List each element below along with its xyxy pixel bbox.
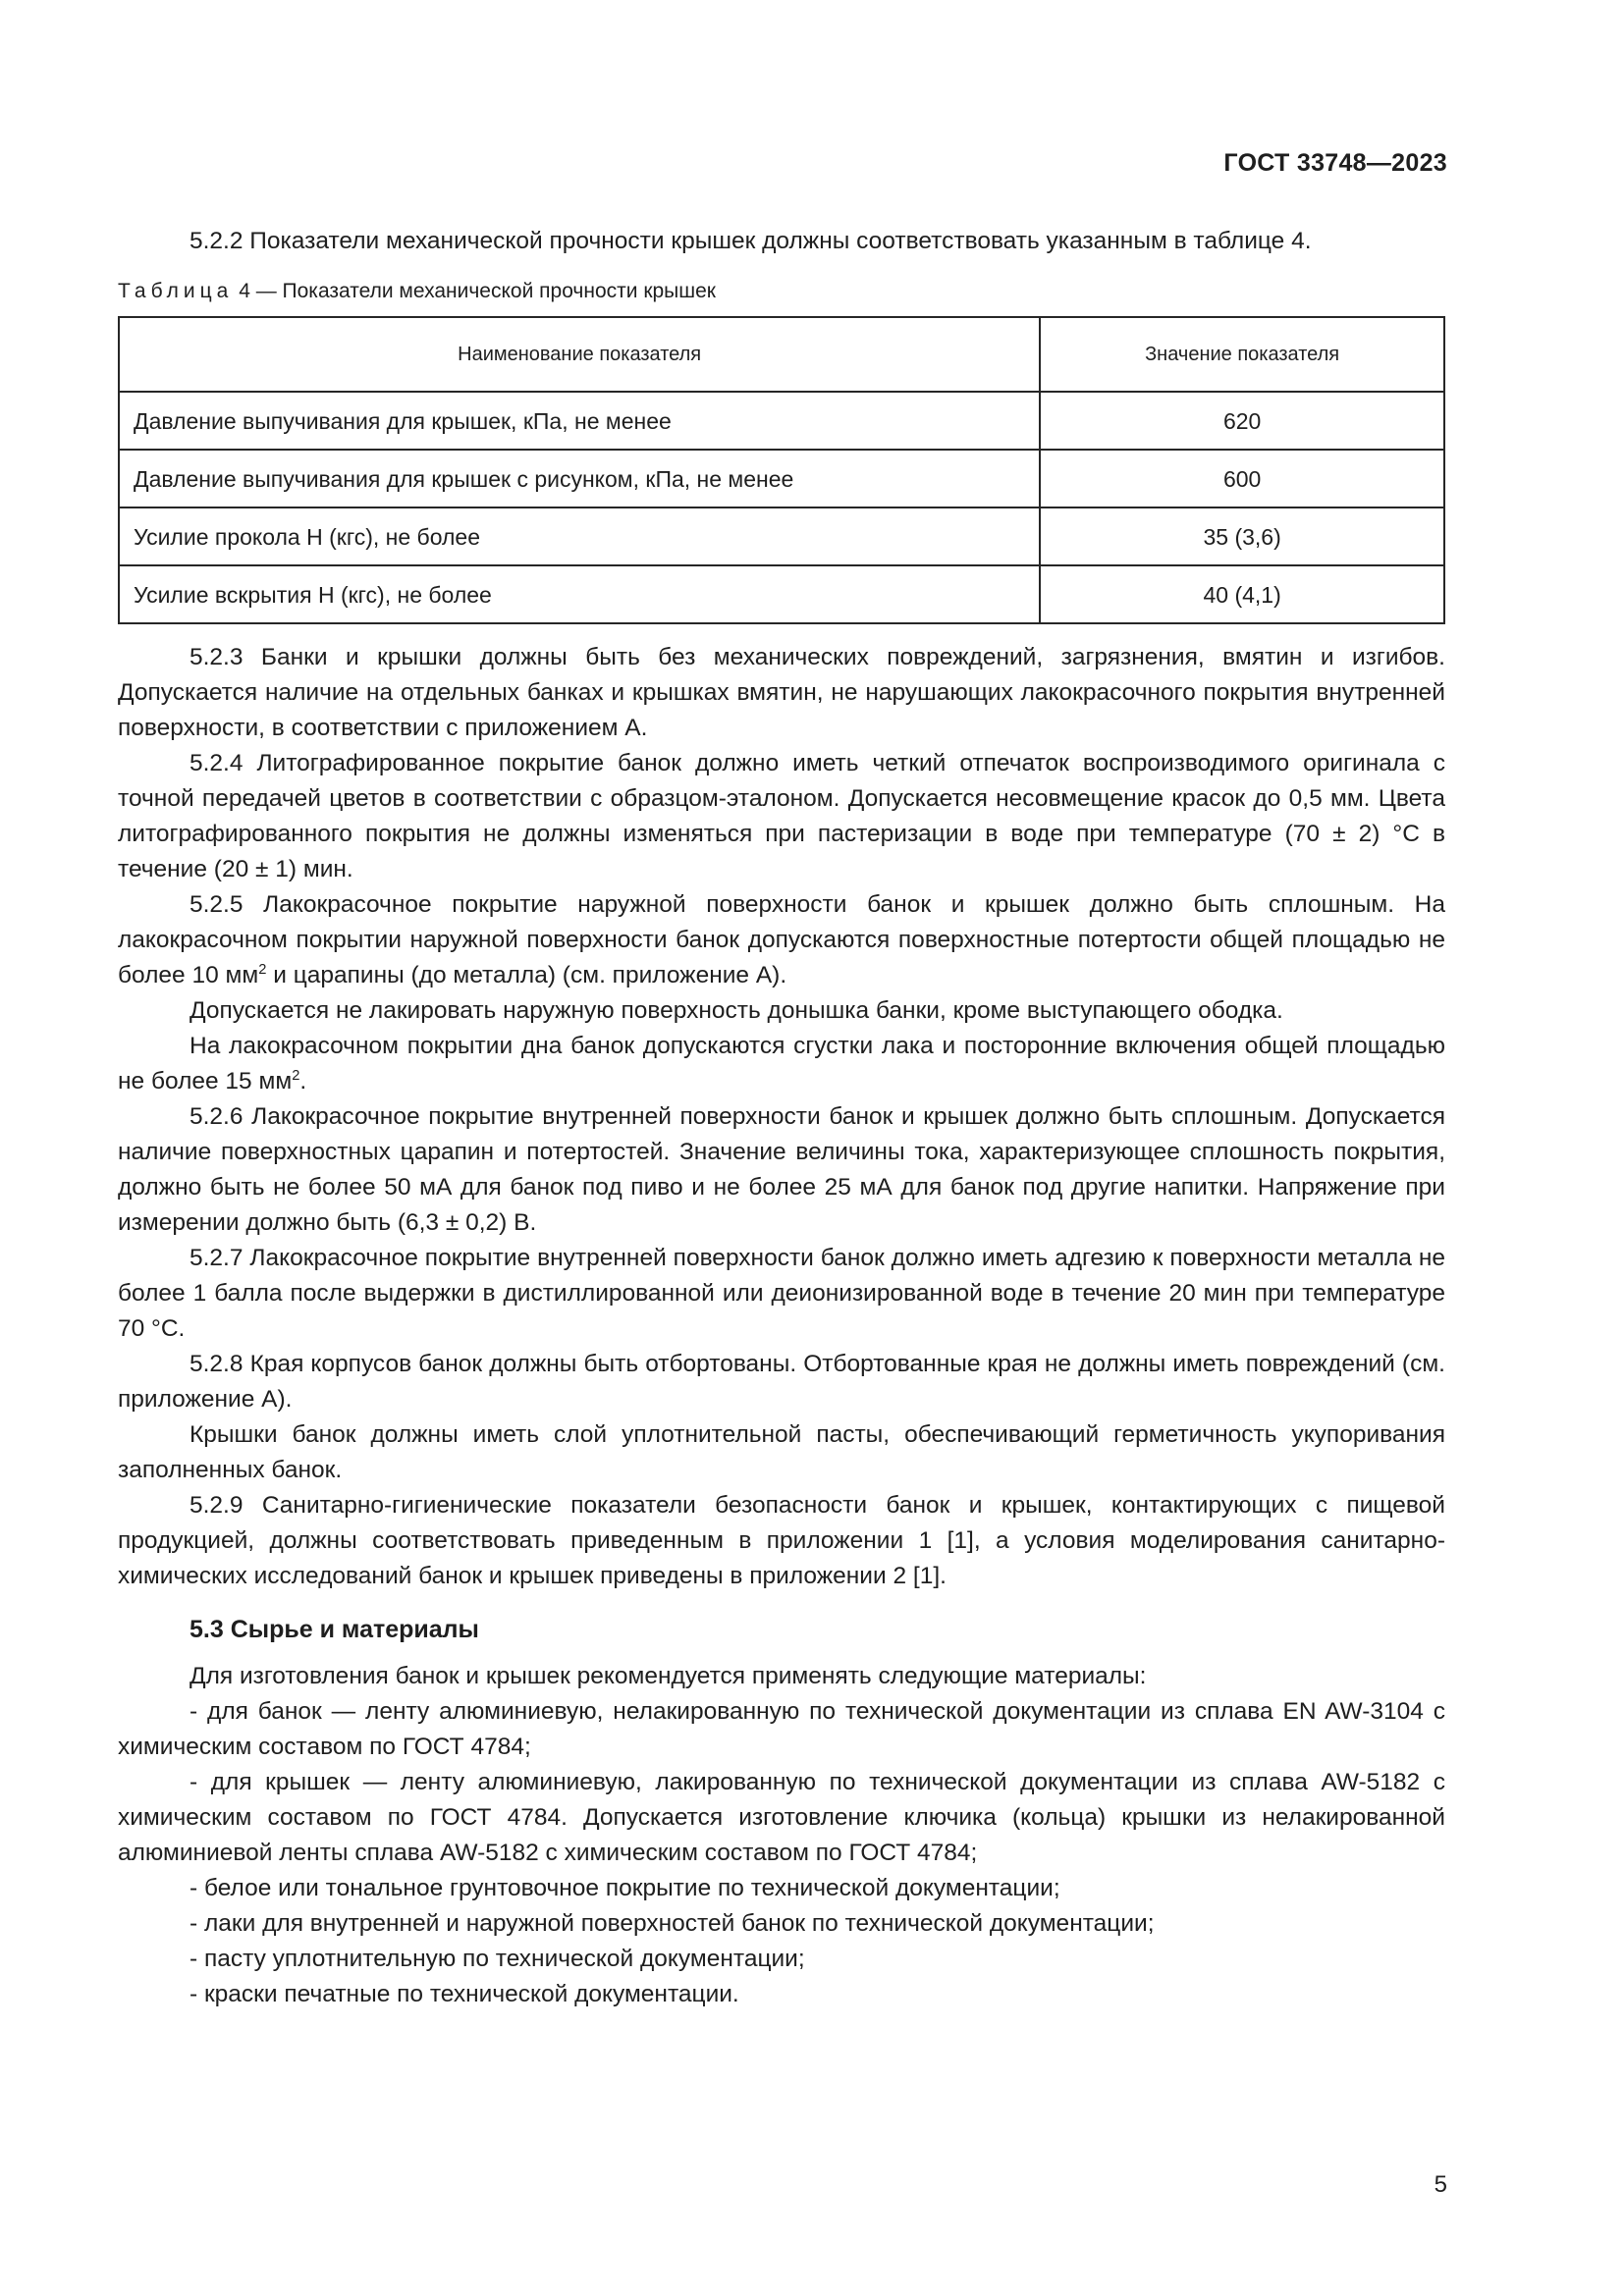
document-body [118,224,1445,2012]
table-row [119,565,1444,623]
list-item: - пасту уплотнительную по технической документации; [189,1946,805,1972]
page-number: 5 [1434,2171,1447,2198]
list-item: - белое или тональное грунтовочное покрытие по технической документации; [189,1875,1060,1901]
paragraph-bottom: На лакокрасочном покрытии дна банок допускаются сгустки лака и посторонние включения общей площадью не более 15 $мм^2$. [118,1033,1445,1095]
table-caption-text: 4 — Показатели механической прочности крышек [239,280,716,302]
row-name: Усилие прокола Н (кгс), не более [119,507,1040,565]
section-heading-5-3: 5.3 Сырье и материалы [189,1616,479,1643]
document-number: ГОСТ 33748—2023 [1223,149,1447,177]
paragraph-caps-paste: Крышки банок должны иметь слой уплотнительной пасты, обеспечивающий герметичность укупоривания заполненных банок. [118,1421,1445,1483]
paragraph-5-2-4: 5.2.4 Литографированное покрытие банок должно иметь четкий отпечаток воспроизводимого оригинала с точной передачей цветов в соответствии с образцом-эталоном. Допускается несовмещение красок до 0,5 мм. Цвета литографированного покрытия не должны изменяться при пастеризации в воде при температуре (70 ± 2) °С в течение (20 ± 1) мин. [118,750,1445,882]
table-header-row [119,317,1444,392]
list-item: - для банок — ленту алюминиевую, нелакированную по технической документации из сплава EN AW-3104 с химическим составом по ГОСТ 4784; [118,1698,1445,1760]
paragraph-5-2-9: 5.2.9 Санитарно-гигиенические показатели безопасности банок и крышек, контактирующих с пищевой продукцией, должны соответствовать приведенным в приложении 1 [1], а условия моделирования санитарно-химических исследований банок и крышек приведены в приложении 2 [1]. [118,1492,1445,1589]
paragraph-5-2-8: 5.2.8 Края корпусов банок должны быть отбортованы. Отбортованные края не должны иметь повреждений (см. приложение А). [118,1351,1445,1413]
header-name: Наименование показателя [119,317,1040,392]
materials-intro: Для изготовления банок и крышек рекомендуется применять следующие материалы: [189,1663,1147,1689]
row-value: 600 [1040,450,1444,507]
paragraph-5-2-7: 5.2.7 Лакокрасочное покрытие внутренней поверхности банок должно иметь адгезию к поверхности металла не более 1 балла после выдержки в дистиллированной или деионизированной воде в течение 20 мин при температуре 70 °С. [118,1245,1445,1342]
row-value: 620 [1040,392,1444,450]
paragraph-5-2-5: 5.2.5 Лакокрасочное покрытие наружной поверхности банок и крышек должно быть сплошным. На лакокрасочном покрытии наружной поверхности банок допускаются поверхностные потертости общей площадью не более 10 $мм^2$ и царапины (до металла) (см. приложение А). [118,891,1445,988]
row-name: Усилие вскрытия Н (кгс), не более [119,565,1040,623]
table-caption [118,279,1445,304]
row-value: 35 (3,6) [1040,507,1444,565]
paragraph-5-2-3: 5.2.3 Банки и крышки должны быть без механических повреждений, загрязнения, вмятин и изгибов. Допускается наличие на отдельных банках и крышках вмятин, не нарушающих лакокрасочного покрытия внутренней поверхности, в соответствии с приложением А. [118,644,1445,741]
list-item: - лаки для внутренней и наружной поверхностей банок по технической документации; [189,1910,1155,1937]
row-name: Давление выпучивания для крышек с рисунком, кПа, не менее [119,450,1040,507]
table-row [119,450,1444,507]
table-row [119,507,1444,565]
row-name: Давление выпучивания для крышек, кПа, не менее [119,392,1040,450]
paragraph-5-2-2: 5.2.2 Показатели механической прочности крышек должны соответствовать указанным в таблице 4. [189,228,1312,254]
table-caption-label: Таблица [118,280,234,302]
list-item: - для крышек — ленту алюминиевую, лакированную по технической документации из сплава AW-5182 с химическим составом по ГОСТ 4784. Допускается изготовление ключика (кольца) крышки из нелакированной алюминиевой ленты сплава AW-5182 с химическим составом по ГОСТ 4784; [118,1769,1445,1866]
paragraph-5-2-6: 5.2.6 Лакокрасочное покрытие внутренней поверхности банок и крышек должно быть сплошным. Допускается наличие поверхностных царапин и потертостей. Значение величины тока, характеризующее сплошность покрытия, должно быть не более 50 мА для банок под пиво и не более 25 мА для банок под другие напитки. Напряжение при измерении должно быть (6,3 ± 0,2) В. [118,1103,1445,1236]
table-row [119,392,1444,450]
list-item: - краски печатные по технической документации. [189,1981,739,2007]
strength-table [118,316,1445,624]
header-value: Значение показателя [1040,317,1444,392]
row-value: 40 (4,1) [1040,565,1444,623]
paragraph-lacquer: Допускается не лакировать наружную поверхность донышка банки, кроме выступающего ободка. [189,997,1283,1024]
